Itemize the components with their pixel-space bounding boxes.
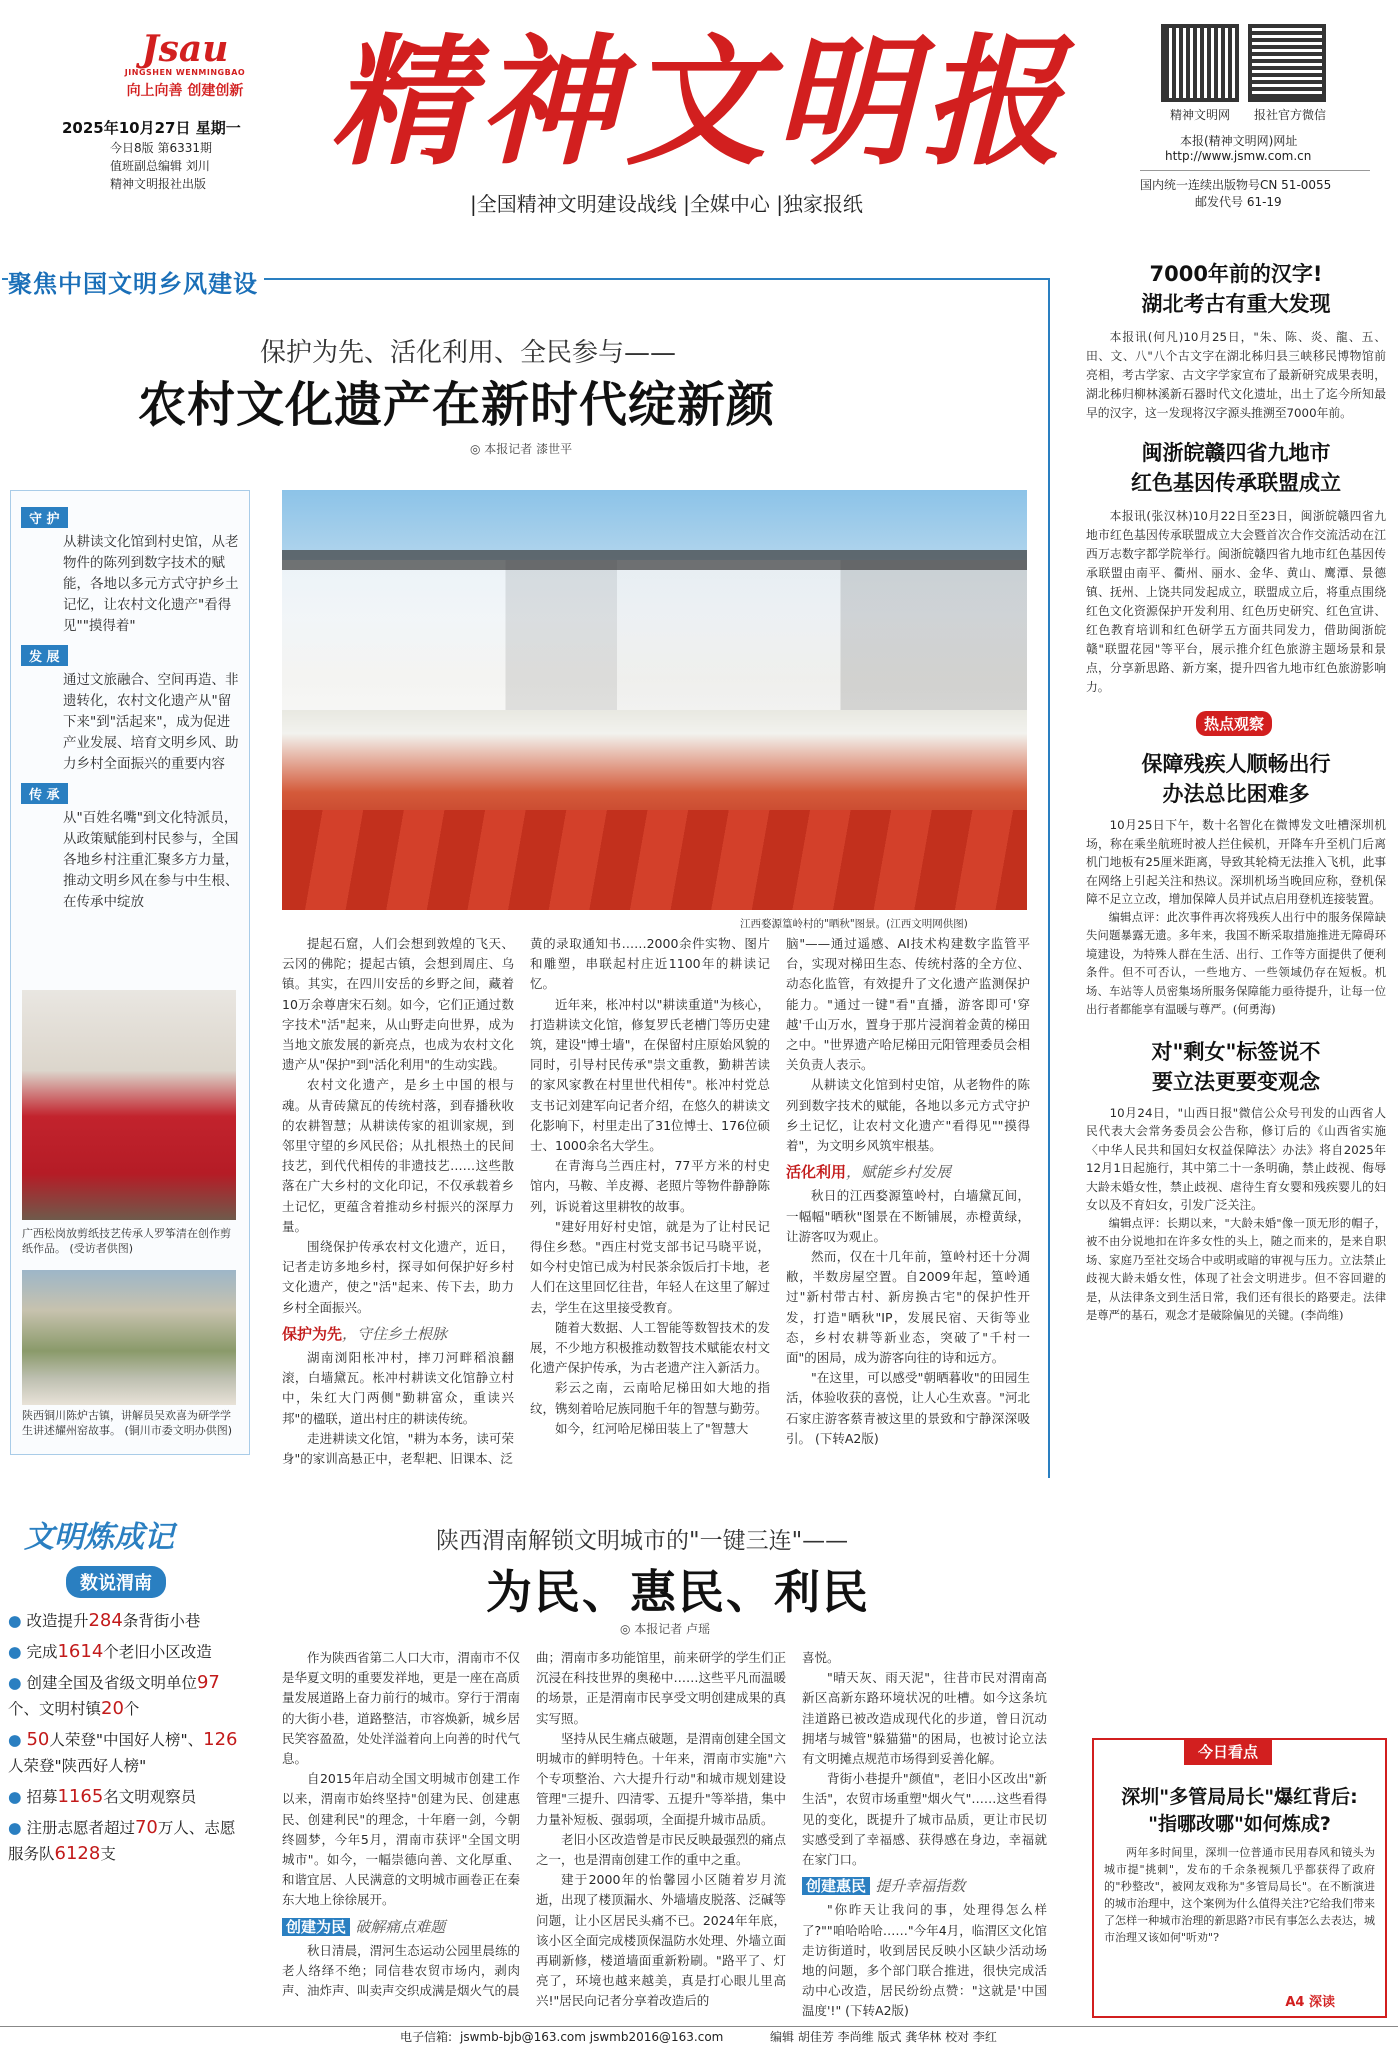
lower-col-3: [802, 1648, 1047, 2022]
stat-pre: 改造提升: [26, 1612, 89, 1630]
today-tag: 今日看点: [1184, 1738, 1272, 1765]
story-body: [1086, 328, 1386, 423]
paragraph: 然而，仅在十几年前，篁岭村还十分凋敝，半数房屋空置。自2009年起，篁岭通过"新村带古村、新房换古宅"的保护性开发，打造"晒秋"IP，发展民宿、天街等业态，乡村农耕等新业态，突破了"千村一面"的困局，成为游客向往的诗和远方。: [786, 1249, 1030, 1366]
logo-main: Jsau: [141, 28, 229, 70]
paragraph: 湖南浏阳枨冲村，摔刀河畔稻浪翻滚，白墙黛瓦。枨冲村耕读文化馆静立村中，朱红大门两侧"勤耕富众，重读兴邦"的楹联，道出村庄的耕读传统。: [282, 1350, 514, 1426]
sidebar-tag: 发 展: [21, 645, 68, 666]
paragraph: 近年来，枨冲村以"耕读重道"为核心，打造耕读文化馆，修复罗氏老槽门等历史建筑，建设"博士墙"，在保留村庄原始风貌的同时，引导村民传承"崇文重教，勤耕苦读的家风家教在村里世代相传"。枨冲村党总支书记刘建军向记者介绍，在悠久的耕读文化影响下，村里走出了31位博士、176位硕士、1000余名大学生。: [530, 996, 770, 1154]
stat-post: 人荣登"陕西好人榜": [8, 1757, 147, 1775]
footer-email[interactable]: jswmb-bjb@163.com jswmb2016@163.com: [460, 2030, 724, 2044]
sidebar-caption-1: 广西松岗放剪纸技艺传承人罗筝清在创作剪纸作品。 (受访者供图): [22, 1227, 231, 1255]
stat-num: 97: [196, 1672, 220, 1693]
subhead-red: 保护为先: [282, 1324, 343, 1343]
sidebar-item: [21, 783, 249, 913]
masthead-divider: [1140, 170, 1370, 171]
main-photo-huangling: [282, 490, 1027, 910]
lower-sidebar: [4, 1508, 250, 2008]
hot-tag: 热点观察: [1196, 711, 1272, 736]
lower-col-2: [536, 1648, 786, 2012]
today-title: 深圳"多管局局长"爆红背后:: [1121, 1786, 1358, 1808]
story-title: 办法总比困难多: [1162, 782, 1310, 806]
paragraph: 秋日清晨，渭河生态运动公园里晨练的老人络绎不绝；同信巷农贸市场内，剥肉声、油炸声、叫卖声交织成满是烟火气的晨: [282, 1942, 520, 1999]
site-label: 本报(精神文明网)网址: [1180, 134, 1298, 148]
paragraph: 随着大数据、人工智能等数智技术的发展，不少地方积极推动数智技术赋能农村文化遗产保护传承，为古老遗产注入新活力。: [530, 1319, 770, 1376]
paragraph: 围绕保护传承农村文化遗产，近日，记者走访多地乡村，探寻如何保护好乡村文化遗产，使之"活"起来、传下去，助力乡村全面振兴。: [282, 1239, 514, 1315]
stat-num: 284: [88, 1610, 123, 1631]
today-box[interactable]: [1092, 1738, 1387, 2018]
stat-num: 1165: [57, 1786, 104, 1807]
stat-post: 万人、志愿服务队: [8, 1819, 236, 1863]
stat-post: 人荣登"中国好人榜"、: [49, 1731, 204, 1749]
footer: [0, 2026, 1398, 2048]
subhead-activate: 活化利用，赋能乡村发展: [786, 1163, 952, 1182]
paragraph: 本报讯(何凡)10月25日，"朱、陈、炎、龍、五、田、文、八"八个古文字在湖北秭归县三峡移民博物馆前亮相，考古学家、古文字学家宣布了最新研究成果表明，湖北秭归柳林溪新石器时代文化遗址，出土了迄今所知最早的汉字，这一发现将汉字源头推溯至7000年前。: [1086, 330, 1386, 420]
paragraph: 作为陕西省第二人口大市，渭南市不仅是华夏文明的重要发祥地，更是一座在高质量发展道路上奋力前行的城市。穿行于渭南的大街小巷，道路整洁，市容焕新，城乡居民笑容盈盈，处处洋溢着向上向善的时代气息。: [282, 1650, 520, 1767]
subhead-gray: 提升幸福指数: [875, 1877, 966, 1896]
paragraph: 农村文化遗产，是乡土中国的根与魂。从青砖黛瓦的传统村落，到春播秋收的农耕智慧；从耕读传家的祖训家规，到邻里守望的乡风民俗；从扎根热土的民间技艺，到代代相传的非遗技艺……这些散落在广大乡村的文化印记，不仅承载着乡土记忆，更蕴含着推动乡村振兴的深厚力量。: [282, 1077, 514, 1234]
photo-buildings: [282, 560, 1027, 710]
stat-num: 50: [26, 1729, 50, 1750]
paragraph: 脑"——通过遥感、AI技术构建数字监管平台，实现对梯田生态、传统村落的全方位、动态化监管，有效提升了文化遗产监测保护能力。"通过一键"看"直播，游客即可'穿越'千山万水，置身于那片浸润着金黄的梯田之中。"世界遗产哈尼梯田元阳管理委员会相关负责人表示。: [786, 936, 1030, 1073]
paragraph: 两年多时间里，深圳一位普通市民用春风和镜头为城市提"挑刺"，发布的千余条视频几乎都获得了政府的"秒整改"，被网友戏称为"多管局局长"。在不断演进的城市治理中，这个案例为什么值得关注?它给我们带来了怎样一种城市治理的新思路?市民有事怎么去表达，城市治理又该如何"听劝"?: [1104, 1846, 1375, 1944]
paragraph: 坚持从民生痛点破题，是渭南创建全国文明城市的鲜明特色。十年来，渭南市实施"六个专项整治、六大提升行动"和城市规划建设管理"三提升、四清零、五提升"等举措，集中力量补短板、强弱项，全面提升城市品质。: [536, 1730, 787, 1827]
paragraph: "晴天灰、雨天泥"，往昔市民对渭南高新区高新东路环境状况的吐槽。如今这条坑洼道路已被改造成现代化的步道，曾日沉动拥堵与城管"躲猫猫"的困局，也被讨论立法有文明摊点规范市场得到妥善化解。: [802, 1670, 1047, 1767]
story-title: 湖北考古有重大发现: [1141, 292, 1331, 316]
paragraph: 自2015年启动全国文明城市创建工作以来，渭南市始终坚持"创建为民、创建惠民、创建利民"的理念，十年磨一剑，今朝终圆梦，今年5月，渭南市获评"全国文明城市"。如今，一幅崇德向善、文化厚重、和谐宜居、人民满意的文明城市画卷正在秦东大地上徐徐展开。: [282, 1771, 520, 1908]
sidebar-tag: 传 承: [21, 783, 68, 804]
main-byline: ◎ 本报记者 漆世平: [470, 442, 573, 456]
qr-code-1: [1165, 28, 1235, 98]
stat-item: ● 创建全国及省级文明单位97个、文明村镇20个: [8, 1672, 220, 1719]
paragraph: 在青海乌兰西庄村，77平方米的村史馆内，马鞍、羊皮褥、老照片等物件静静陈列，诉说着这里耕牧的故事。: [530, 1158, 770, 1214]
stat-post: 支: [100, 1845, 116, 1863]
footer-editors: 编辑 胡佳芳 李尚维 版式 龚华林 校对 李红: [770, 2030, 997, 2044]
story-title: 保障残疾人顺畅出行: [1141, 752, 1331, 776]
paragraph: 喜悦。: [802, 1650, 840, 1665]
sidebar-item: [21, 645, 249, 775]
stat-pre: 注册志愿者超过: [26, 1819, 135, 1837]
paragraph: "在这里，可以感受"朝晒暮收"的田园生活，体验收获的喜悦，让人心生欢喜。"河北石家庄游客蔡青被这里的景致和宁静深深吸引。 (下转A2版): [786, 1370, 1030, 1446]
qr-label-2: 报社官方微信: [1253, 108, 1326, 122]
logo-sub: JINGSHEN WENMINGBAO: [124, 68, 246, 77]
story-title: 要立法更要变观念: [1152, 1069, 1320, 1094]
paragraph: 本报讯(张汉林)10月22日至23日，闽浙皖赣四省九地市红色基因传承联盟成立大会暨首次合作交流活动在江西万志数字都学院举行。闽浙皖赣四省九地市红色基因传承联盟由南平、衢州、丽水、金华、黄山、鹰潭、景德镇、抚州、上饶共同发起成立，联盟成立后，将重点围绕红色文化资源保护开发利用、红色历史研究、红色宣讲、红色教育培训和红色研学五方面共同发力，借助闽浙皖赣"联盟花园"等平台，展示推介红色旅游主题场景和景点，分享新思路、新方案，提升四省九地市红色旅游影响力。: [1086, 509, 1386, 694]
stat-item: ● 完成1614个老旧小区改造: [8, 1641, 212, 1662]
today-title: "指哪改哪"如何炼成?: [1148, 1813, 1331, 1835]
series-logo: 文明炼成记: [24, 1520, 174, 1555]
story-title: 红色基因传承联盟成立: [1131, 471, 1341, 495]
lower-col-1: [282, 1648, 520, 2001]
story-body: [1086, 1104, 1386, 1326]
editor-comment: 编辑点评：长期以来，"大龄未婚"像一顶无形的帽子，被不由分说地扣在许多女性的头上，随之而来的，是来自职场、家庭乃至社交场合中或明或暗的审视与压力。立法禁止歧视大龄未婚女性，体现了社会文明进步。但不容回避的是，从法律条文到生活日常，我们还有很长的路要走。法律是尊严的基石，观念才是破除偏见的关键。(李尚维): [1086, 1216, 1386, 1322]
main-photo-caption: 江西婺源篁岭村的"晒秋"图景。(江西文明网供图): [740, 918, 968, 930]
paragraph: 走进耕读文化馆，"耕为本务，读可荣身"的家训高悬正中，老犁耙、旧课本、泛: [282, 1430, 514, 1467]
tagline: |全国精神文明建设战线 |全媒中心 |独家报纸: [470, 192, 863, 216]
site-url[interactable]: http://www.jsmw.com.cn: [1165, 149, 1312, 163]
paragraph: 老旧小区改造曾是市民反映最强烈的痛点之一，也是渭南创建工作的重中之重。: [536, 1831, 787, 1868]
qr-code-2: [1252, 28, 1322, 98]
issue-editor: 值班副总编辑 刘川: [110, 159, 210, 173]
sidebar-photo-papercut: [22, 990, 236, 1220]
main-kicker: 保护为先、活化利用、全民参与——: [260, 338, 677, 368]
subhead-red: 活化利用: [786, 1163, 847, 1182]
subhead-benefit: [802, 1876, 1047, 1896]
paragraph: 黄的录取通知书……2000余件实物、图片和雕塑，串联起村庄近1100年的耕读记忆。: [530, 936, 770, 992]
stat-pre: 完成: [26, 1643, 58, 1661]
subhead-create-for-people: [282, 1917, 520, 1937]
stat-num: 1614: [57, 1641, 104, 1662]
paragraph: 秋日的江西婺源篁岭村，白墙黛瓦间，一幅幅"晒秋"图景在不断铺展，赤橙黄绿，让游客叹为观止。: [786, 1188, 1030, 1244]
story-body: [1086, 816, 1386, 1020]
paragraph: "你昨天让我问的事，处理得怎么样了?""咱哈哈哈……"今年4月，临渭区文化馆走访街道时，收到居民反映小区缺少活动场地的问题，多个部门联合推进，很快完成活动中心改造，居民纷纷点赞："这就是'中国温度'!" (下转A2版): [802, 1902, 1047, 2019]
subhead-red: 创建为民: [282, 1918, 350, 1936]
paragraph: 10月25日下午，数十名智化在微博发文吐槽深圳机场，称在乘坐航班时被人拦住候机，开降车升至机门后离机门地板有25厘米距离，导致其轮椅无法推入飞机，此事在网络上引起关注和热议。深圳机场当晚回应称，登机保障不足立立改，增加保障人员并试点启用登机连接装置。: [1086, 818, 1386, 906]
today-body: [1094, 1836, 1385, 1946]
section-tag: 聚焦中国文明乡风建设: [8, 264, 264, 299]
footer-email-label: 电子信箱:: [400, 2030, 453, 2044]
logo: [110, 30, 260, 100]
sidebar-caption-2: 陕西铜川陈炉古镇，讲解员吴欢喜为研学学生讲述耀州窑故事。 (铜川市委文明办供图): [22, 1409, 233, 1437]
qr-label-1: 精神文明网: [1169, 108, 1230, 122]
stat-num: 20: [101, 1698, 124, 1719]
sidebar-text: 从耕读文化馆到村史馆，从老物件的陈列到数字技术的赋能，各地以多元方式守护乡土记忆，让农村文化遗产"看得见""摸得着": [63, 534, 239, 634]
story-body: [1086, 507, 1386, 697]
stat-item: ● 50人荣登"中国好人榜"、126人荣登"陕西好人榜": [8, 1729, 238, 1775]
masthead: [0, 0, 1398, 220]
lower-headline: 为民、惠民、利民: [486, 1565, 870, 1619]
sidebar-item: [21, 507, 249, 637]
newspaper-title: 精神文明报: [329, 21, 1070, 185]
paragraph: 建于2000年的怡馨园小区随着岁月流逝，出现了楼顶漏水、外墙墙皮脱落、泛碱等问题，让小区居民头痛不已。2024年年底，该小区全面完成楼顶保温防水处理、外墙立面再刷新修，楼道墙面重新粉刷。"路平了、灯亮了，环境也越来越美，真是打心眼儿里高兴!"居民向记者分享着改造后的: [536, 1872, 787, 2009]
issue-edition: 今日8版 第6331期: [110, 141, 212, 155]
main-col-2: [530, 934, 770, 1439]
stat-post: 个老旧小区改造: [103, 1643, 212, 1661]
post-code: 邮发代号 61-19: [1195, 195, 1282, 209]
stat-post: 名文明观察员: [103, 1788, 197, 1806]
right-column: [1086, 258, 1386, 1326]
main-col-3: [786, 934, 1030, 1449]
sidebar-text: 通过文旅融合、空间再造、非遗转化，农村文化遗产从"留下来"到"活起来"，成为促进产业发展、培育文明乡风、助力乡村全面振兴的重要内容: [63, 672, 239, 772]
lower-byline: ◎ 本报记者 卢瑶: [620, 1622, 711, 1636]
paragraph: "建好用好村史馆，就是为了让村民记得住乡愁。"西庄村党支部书记马晓平说，如今村史馆已成为村民茶余饭后打卡地，老人们在这里回忆往昔，年轻人在这里了解过去，学生在这里接受教育。: [530, 1218, 770, 1315]
sidebar-text: 从"百姓名嘴"到文化特派员，从政策赋能到村民参与，全国各地乡村注重汇聚多方力量，推动文明乡风在参与中生根、在传承中绽放: [63, 810, 239, 910]
today-ref[interactable]: A4 深读: [1285, 1995, 1335, 2010]
stat-num: 6128: [54, 1843, 101, 1864]
stats-list: [4, 1608, 250, 1867]
subhead-gray: 守住乡土根脉: [357, 1324, 448, 1343]
stat-post: 条背街小巷: [122, 1612, 201, 1630]
photo-roofs: [282, 550, 1027, 570]
paragraph: 彩云之南，云南哈尼梯田如大地的指纹，镌刻着哈尼族同胞千年的智慧与勤劳。: [530, 1380, 770, 1416]
sidebar-photo-guide: [22, 1270, 236, 1405]
stat-num: 126: [203, 1729, 238, 1750]
paragraph: 10月24日，"山西日报"微信公众号刊发的山西省人民代表大会常务委员会公告称，修订后的《山西省实施〈中华人民共和国妇女权益保障法〉办法》将自2025年12月1日起施行，其中第二十一条明确，禁止歧视、侮辱大龄未婚女性，禁止歧视、虐待生育女婴和残疾婴儿的妇女以及不育妇女，引发广泛关注。: [1086, 1105, 1386, 1212]
stat-item: ● 注册志愿者超过70万人、志愿服务队6128支: [8, 1817, 236, 1864]
editor-comment: 编辑点评：此次事件再次将残疾人出行中的服务保障缺失问题暴露无遗。多年来，我国不断采取措施推进无障碍环境建设，为特殊人群在生活、出行、工作等方面提供了便利条件。但不可否认，一些地方、一些领域仍存在短板。机场、车站等人员密集场所服务保障能力亟待提升，让每一位出行者都能享有温暖与尊严。(何勇海): [1086, 910, 1386, 1016]
stat-pre: 招募: [26, 1788, 58, 1806]
issue-publisher: 精神文明报社出版: [110, 177, 207, 191]
subhead-gray: 破解痛点难题: [355, 1917, 446, 1936]
stat-item: ● 改造提升284条背街小巷: [8, 1610, 201, 1631]
main-headline: 农村文化遗产在新时代绽新颜: [138, 377, 776, 433]
cn-number: 国内统一连续出版物号CN 51-0055: [1140, 178, 1332, 192]
stat-num: 70: [134, 1817, 158, 1838]
stat-pre: 创建全国及省级文明单位: [26, 1674, 197, 1692]
story-title: 7000年前的汉字!: [1149, 262, 1323, 286]
paragraph: 如今，红河哈尼梯田装上了"智慧大: [555, 1420, 749, 1436]
main-col-1: [282, 934, 514, 1469]
stat-post: 个、文明村镇: [8, 1700, 102, 1718]
subhead-protect: 保护为先，守住乡土根脉: [282, 1324, 448, 1343]
paragraph: 从耕读文化馆到村史馆，从老物件的陈列到数字技术的赋能，各地以多元方式守护乡土记忆，让农村文化遗产"看得见""摸得着"，为文明乡风筑牢根基。: [786, 1077, 1030, 1154]
paragraph: 背街小巷提升"颜值"，老旧小区改出"新生活"，农贸市场重塑"烟火气"……这些看得见的变化，既提升了城市品质，更让市民切实感受到了幸福感、获得感在身边，幸福就在家门口。: [802, 1771, 1047, 1868]
photo-chili-field: [282, 810, 1027, 910]
story-title: 对"剩女"标签说不: [1151, 1039, 1321, 1064]
stats-title: 数说渭南: [66, 1566, 166, 1598]
subhead-red: 创建惠民: [802, 1877, 870, 1895]
paragraph: 曲；渭南市多功能馆里，前来研学的学生们正沉浸在科技世界的奥秘中……这些平凡而温暖的场景，正是渭南市民享受文明创建成果的真实写照。: [536, 1650, 787, 1726]
stat-item: ● 招募1165名文明观察员: [8, 1786, 197, 1807]
issue-date: 2025年10月27日 星期一: [62, 119, 241, 137]
story-title: 闽浙皖赣四省九地市: [1141, 441, 1331, 465]
subhead-gray: 赋能乡村发展: [861, 1163, 952, 1182]
stat-post: 个: [123, 1700, 140, 1718]
sidebar-tag: 守 护: [21, 507, 68, 528]
paragraph: 提起石窟，人们会想到敦煌的飞天、云冈的佛陀；提起古镇，会想到周庄、乌镇。其实，在四川安岳的乡野之间，藏着10万余尊唐宋石刻。如今，它们正通过数字技术"活"起来，从山野走向世界，成为当地文旅发展的新亮点，也成为农村文化遗产从"保护"到"活化利用"的生动实践。: [282, 936, 514, 1073]
slogan: 向上向善 创建创新: [126, 83, 244, 99]
lower-kicker: 陕西渭南解锁文明城市的"一键三连"——: [436, 1528, 849, 1554]
